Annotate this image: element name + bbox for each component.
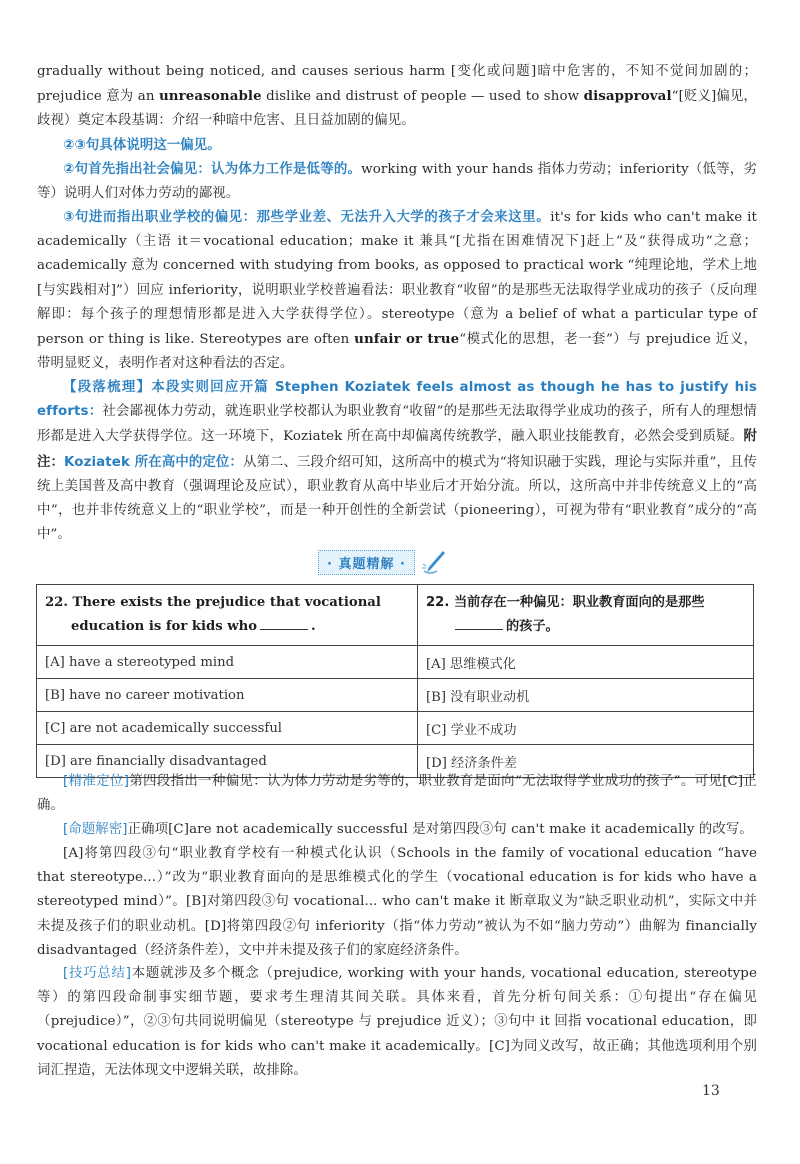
option-c-en: [C] are not academically successful <box>37 712 418 745</box>
option-d-en: [D] are financially disadvantaged <box>37 745 418 778</box>
locate-body: 第四段指出一种偏见：认为体力劳动是劣等的，职业教育是面向“无法取得学业成功的孩子”。可见[C]正确。 <box>37 774 757 814</box>
body-s3: it's for kids who can't make it academically（主语 it＝vocational education；make it 兼具“[尤指在困难情况下]赶上”及“获得成功”之意；academically 意为 concerned with studying from books, as opposed to practical work “纯理论地，学术上地[与实践相对]”）回应 inferiority，说明职业学校普遍看法：职业教育“收留”的是那些无法取得学业成功的孩子（反向理解即：每个孩子的理想情形都是进入大学获得学位）。stereotype（意为 a belief of what a particular type of person or thing is like. Stereotypes are often <box>37 210 757 348</box>
sentence-3-paragraph <box>37 206 757 376</box>
stem-en-end: . <box>311 619 316 634</box>
tips-body: 本题就涉及多个概念（prejudice, working with your hands, vocational education, stereotype 等）的第四段命制事实细节题，要求考生理清其间关联。具体来看，首先分析句间关系：①句提出“存在偏见（prejudice）”，②③句共同说明偏见（stereotype 与 prejudice 近义）；③句中 it 回指 vocational education，即 vocational education is for kids who can't make it academically。[C]为同义改写，故正确；其他选项利用个别词汇捏造，无法体现文中逻辑关联，故排除。 <box>37 966 757 1078</box>
stem-en-line1: 22. There exists the prejudice that vocational education <box>45 595 381 634</box>
summary-body: 社会鄙视体力劳动，就连职业学校都认为职业教育“收留”的是那些无法取得学业成功的孩子，所有人的理想情形都是进入大学获得学位。这一环境下，Koziatek 所在高中却偏离传统教学，融入职业技能教育，必然会受到质疑。 <box>37 404 757 445</box>
intro-def-mid: dislike and distrust of people — used to show <box>261 89 584 105</box>
decode-paragraph <box>37 818 757 842</box>
sentence-23-heading <box>37 134 757 158</box>
note-heading: Koziatek 所在高中的定位： <box>64 454 243 470</box>
intro-paragraph <box>37 60 757 134</box>
paragraph-summary <box>37 376 757 547</box>
answer-blank <box>455 617 503 630</box>
page-number: 13 <box>702 1083 720 1099</box>
intro-text: gradually without being noticed, and causes serious harm <box>37 64 451 79</box>
option-row <box>37 712 754 745</box>
section-title <box>318 550 447 574</box>
intro-def-tail: “[贬义]偏见，歧视）奠定本段基调：介绍一种暗中危害、且日益加剧的偏见。 <box>37 89 757 129</box>
bold-term: disapproval <box>583 88 672 105</box>
pen-icon <box>421 549 447 575</box>
option-a-en: [A] have a stereotyped mind <box>37 646 418 679</box>
distractors-body: [A]将第四段③句“职业教育学校有一种模式化认识（Schools in the family of vocational education “have that stereotype...）”改为“职业教育面向的是思维模式化的学生（vocational education is for kids who have a stereotyped mind）”。[B]对第四段③句 vocational... who can't make it 断章取义为“缺乏职业动机”，实际文中并未提及孩子们的职业动机。[D]将第四段②句 inferiority（指“体力劳动”被认为不如“脑力劳动”）曲解为 financially disadvantaged（经济条件差），文中并未提及孩子们的家庭经济条件。 <box>37 846 757 958</box>
question-stem-en <box>37 585 418 646</box>
option-b-en: [B] have no career motivation <box>37 679 418 712</box>
note-label: 附注： <box>37 428 757 470</box>
option-d-cn: [D] 经济条件差 <box>418 745 754 778</box>
answer-blank <box>260 617 308 630</box>
question-stem-row <box>37 585 754 646</box>
question-table <box>36 584 754 778</box>
summary-heading: 本段实则回应开篇 Stephen Koziatek feels almost as though he has to justify his efforts： <box>37 380 758 420</box>
term-prejudice: prejudice <box>37 89 102 105</box>
summary-body-2: 从第二、三段介绍可知，这所高中的模式为“将知识融于实践，理论与实际并重”，且传统上美国普及高中教育（强调理论及应试），职业教育从高中毕业后才开始分流。所以，这所高中并非传统意义上的“高中”，也并非传统意义上的“职业学校”，而是一种开创性的全新尝试（pioneering），可视为带有“职业教育”成分的“高中”。 <box>37 454 758 543</box>
distractors-paragraph <box>37 842 757 963</box>
option-c-cn: [C] 学业不成功 <box>418 712 754 745</box>
decode-label: [命题解密] <box>63 822 128 837</box>
option-b-cn: [B] 没有职业动机 <box>418 679 754 712</box>
tips-paragraph <box>37 962 757 1083</box>
decode-body: 正确项[C]are not academically successful 是对第四段③句 can't make it academically 的改写。 <box>127 822 753 837</box>
stem-cn-line2: 那些 <box>678 595 705 610</box>
intro-text-cn: [变化或问题]暗中危害的，不知不觉间加剧的； <box>450 64 757 79</box>
stem-en-line2: is for kids who <box>148 619 258 634</box>
option-a-cn: [A] 思维模式化 <box>418 646 754 679</box>
locate-label: [精准定位] <box>63 774 130 789</box>
body-s2: working with your hands 指体力劳动；inferiority（低等，劣等）说明人们对体力劳动的鄙视。 <box>37 162 757 202</box>
option-row <box>37 679 754 712</box>
heading-s3: ③句进而指出职业学校的偏见：那些学业差、无法升入大学的孩子才会来这里。 <box>63 210 551 225</box>
body-s3-tail: “模式化的思想，老一套”）与 prejudice 近义，带明显贬义，表明作者对这种看法的否定。 <box>37 332 757 372</box>
stem-cn-end: 的孩子。 <box>506 619 559 634</box>
section-title-label: · 真题精解 · <box>318 550 415 575</box>
bold-term: unfair or true <box>354 331 460 348</box>
intro-def: 意为 an <box>101 89 159 105</box>
sentence-2-paragraph <box>37 158 757 206</box>
heading-s23: ②③句具体说明这一偏见。 <box>63 138 221 153</box>
option-row <box>37 646 754 679</box>
tips-label: [技巧总结] <box>63 966 132 981</box>
heading-s2: ②句首先指出社会偏见：认为体力工作是低等的。 <box>63 162 362 177</box>
bold-term: unreasonable <box>158 88 262 105</box>
question-stem-cn <box>418 585 754 646</box>
summary-label: 【段落梳理】 <box>63 380 152 395</box>
locate-paragraph <box>37 770 757 818</box>
stem-cn-line1: 22. 当前存在一种偏见：职业教育面向的是 <box>426 595 679 610</box>
